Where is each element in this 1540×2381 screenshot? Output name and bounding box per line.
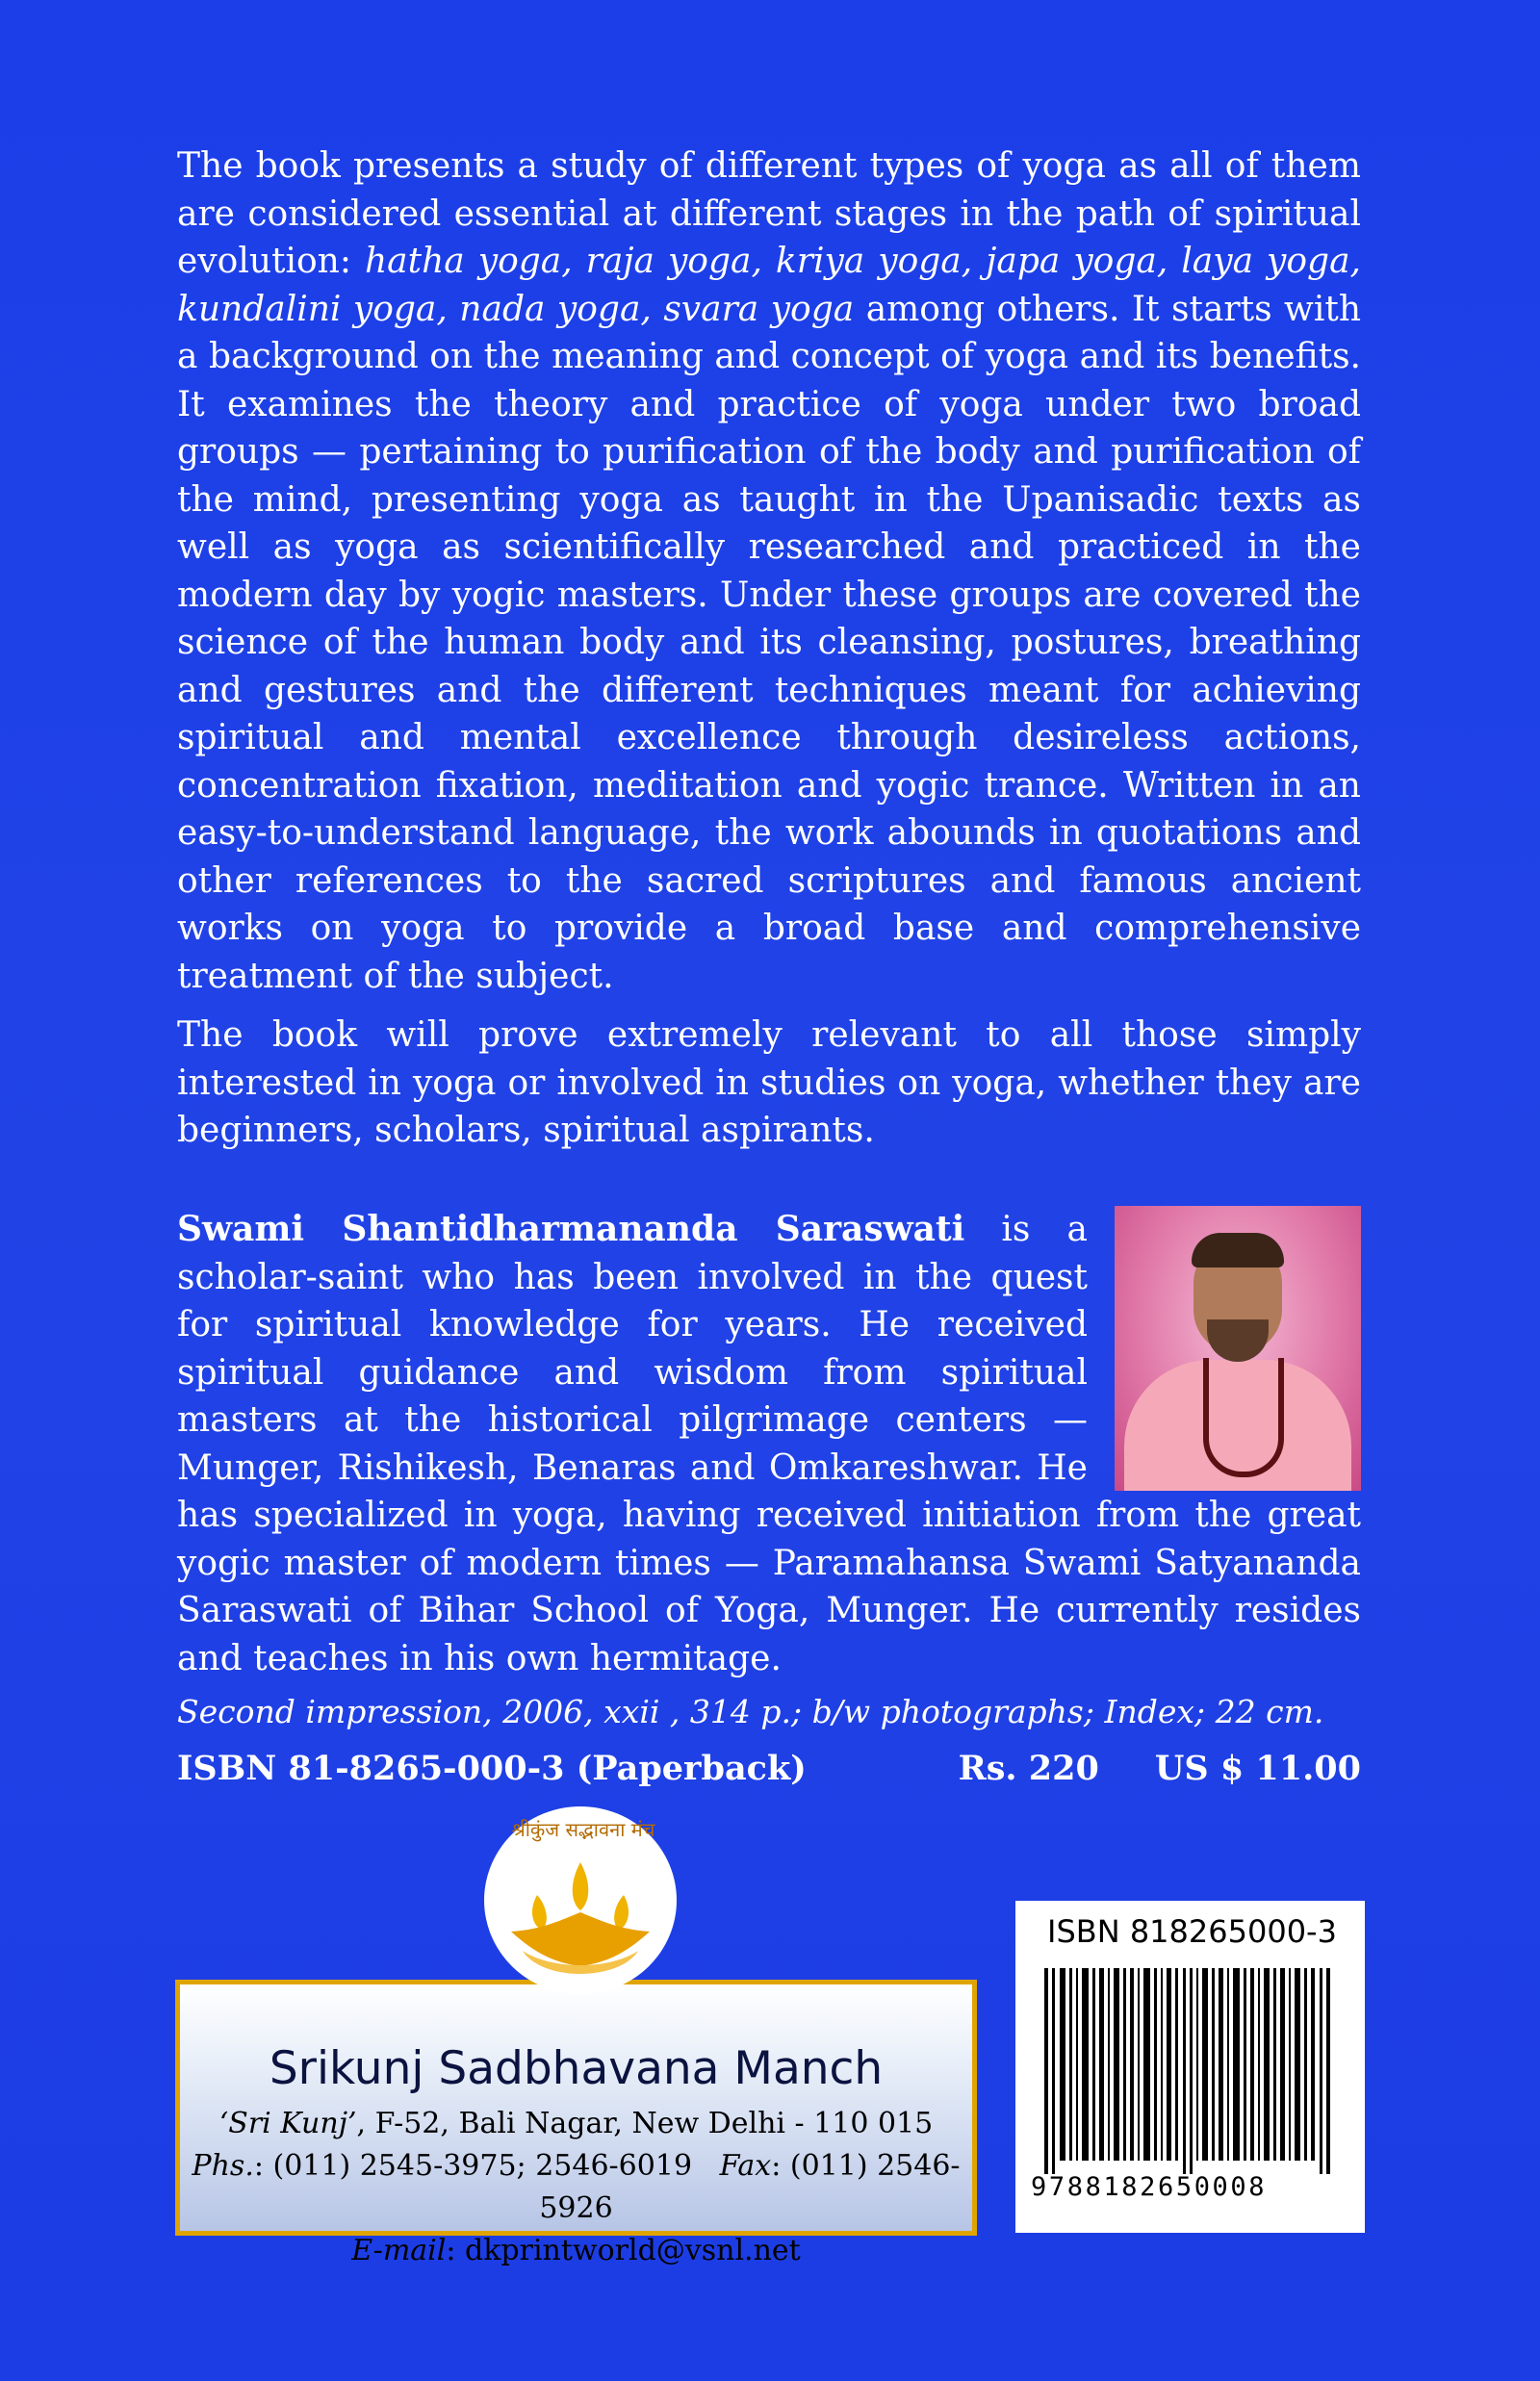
barcode-digits: 9788182650008 <box>1031 2172 1268 2202</box>
barcode <box>1015 1901 1365 2233</box>
publisher-name: Srikunj Sadbhavana Manch <box>269 2042 884 2095</box>
publisher-email: E-mail: dkprintworld@vsnl.net <box>351 2234 801 2267</box>
logo-text: श्रीकुंज सद्भावना मंच <box>511 1818 655 1841</box>
publisher-logo <box>484 1806 677 1994</box>
author-photo <box>1115 1206 1361 1491</box>
isbn-paperback: ISBN 81-8265-000-3 (Paperback) <box>177 1749 807 1788</box>
description-paragraph-2: The book will prove extremely relevant to all those simply interested in yoga or involved in studies on yoga, whether they are beginners, scholars, spiritual aspirants. <box>177 1015 1361 1150</box>
publisher-box <box>175 1980 977 2267</box>
author-bio <box>177 1206 1361 1736</box>
barcode-isbn: ISBN 818265000-3 <box>1047 1913 1337 1950</box>
description-paragraph-1: The book presents a study of different types of yoga as all of them are considered essential at different stages in the path of spiritual evolution: hatha yoga, raja yoga, kriya yoga, japa yoga, laya yoga, kundalini yoga, nada yoga, svara yoga among others. It starts with a background on the meaning and concept of yoga and its benefits. It examines the theory and practice of yoga under two broad groups — pertaining to purification of the body and purification of the mind, presenting yoga as taught in the Upanisadic texts as well as yoga as scientifically researched and practiced in the modern day by yogic masters. Under these groups are covered the science of the human body and its cleansing, postures, breathing and gestures and the different techniques meant for achieving spiritual and mental excellence through desireless actions, concentration fixation, meditation and yogic trance. Written in an easy-to-understand language, the work abounds in quotations and other references to the sacred scriptures and famous ancient works on yoga to provide a broad base and comprehensive treatment of the subject. <box>177 146 1362 996</box>
price-inr: Rs. 220 <box>958 1749 1099 1788</box>
price-usd: US $ 11.00 <box>1154 1749 1361 1788</box>
publisher-phones: Phs.: (011) 2545-3975; 2546-6019 Fax: (011) 2546-5926 <box>192 2149 961 2225</box>
author-bio-text: is a scholar-saint who has been involved in the quest for spiritual knowledge for years. He received spiritual guidance and wisdom from spiritual masters at the historical pilgrimage centers — Munger, Rishikesh, Benaras and Omkareshwar. He has specialized in yoga, having received initiation from the great yogic master of modern times — Paramahansa Swami Satyananda Saraswati of Bihar School of Yoga, Munger. He currently resides and teaches in his own hermitage. <box>177 1210 1361 1678</box>
yoga-types-list: hatha yoga, raja yoga, kriya yoga, japa yoga, laya yoga, kundalini yoga, nada yoga, svara yoga <box>177 242 1361 329</box>
publication-details: Second impression, 2006, xxii , 314 p.; b/w photographs; Index; 22 cm. <box>177 1693 1324 1730</box>
author-name: Swami Shantidharmananda Saraswati <box>177 1209 965 1249</box>
lamp-icon <box>484 1806 677 1994</box>
isbn-price-line <box>177 1749 1361 1788</box>
barcode-icon <box>1044 1968 1333 2174</box>
publisher-address: ‘Sri Kunj’, F-52, Bali Nagar, New Delhi - 110 015 <box>218 2107 934 2140</box>
book-description <box>177 142 1361 1166</box>
